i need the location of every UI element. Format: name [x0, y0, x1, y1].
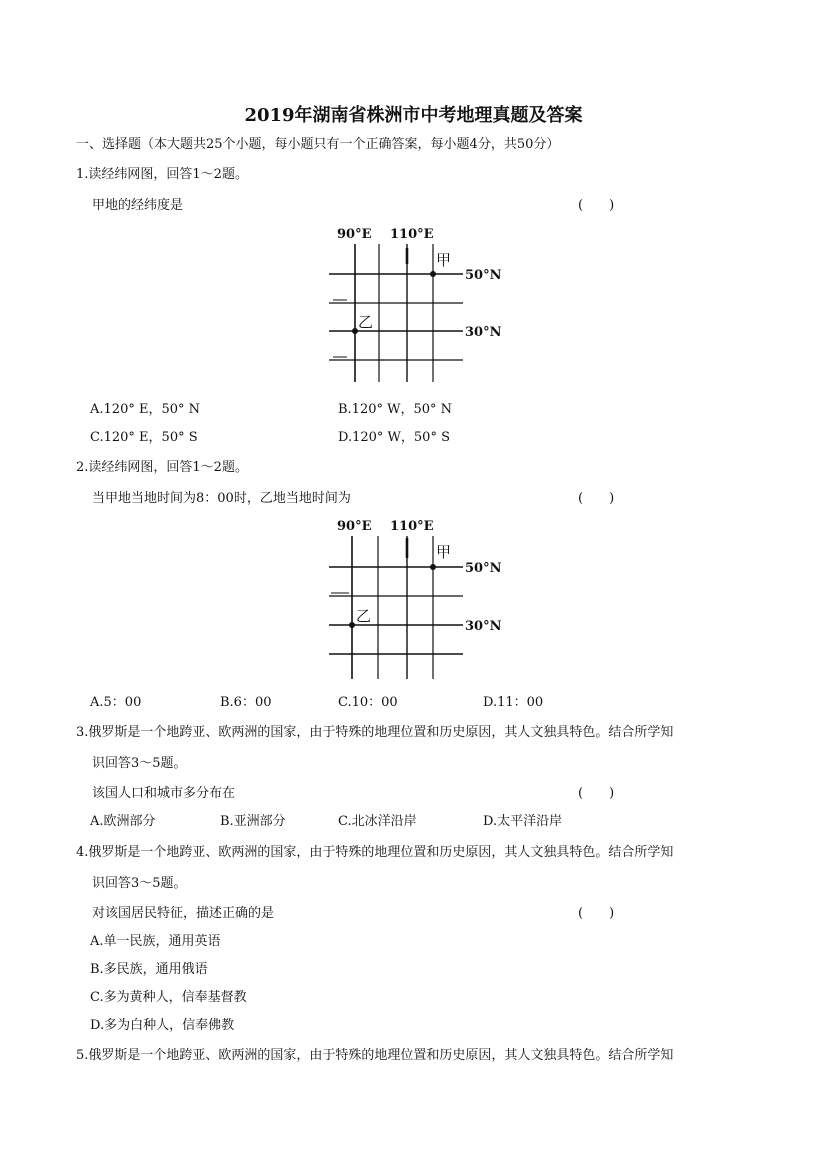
- q2-option-a: A.5：00: [90, 695, 142, 710]
- q1-option-a: A.120° E，50° N: [90, 402, 201, 417]
- q1-lat-lon-grid-map: [325, 222, 502, 387]
- q2-stem: 2.读经纬网图，回答1～2题。: [76, 460, 248, 475]
- q3-stem-line-2: 识回答3～5题。: [92, 756, 187, 771]
- point-yi-label: 乙: [356, 607, 372, 625]
- point-jia-marker: [430, 564, 436, 570]
- lat-label-50n: 50°N: [465, 268, 502, 283]
- q5-stem-line-1: 5.俄罗斯是一个地跨亚、欧两洲的国家，由于特殊的地理位置和历史原因，其人文独具特色。结合所学知: [76, 1048, 674, 1063]
- q3-option-a: A.欧洲部分: [90, 814, 156, 829]
- q2-option-c: C.10：00: [338, 695, 398, 710]
- q4-answer-blank: ( ): [578, 906, 615, 921]
- lon-label-90e: 90°E: [337, 227, 372, 242]
- q1-stem: 1.读经纬网图，回答1～2题。: [76, 167, 248, 182]
- q3-option-b: B.亚洲部分: [220, 814, 286, 829]
- q3-option-d: D.太平洋沿岸: [483, 814, 563, 829]
- q2-option-b: B.6：00: [220, 695, 272, 710]
- q4-prompt: 对该国居民特征，描述正确的是: [92, 906, 275, 921]
- document-title: 2019年湖南省株洲市中考地理真题及答案: [244, 105, 583, 126]
- lon-label-110e: 110°E: [390, 227, 434, 242]
- q4-option-c: C.多为黄种人，信奉基督教: [90, 990, 247, 1005]
- q1-option-b: B.120° W，50° N: [338, 402, 453, 417]
- q2-option-d: D.11：00: [483, 695, 544, 710]
- lon-label-90e: 90°E: [337, 519, 372, 534]
- section-heading: 一、选择题（本大题共25个小题，每小题只有一个正确答案，每小题4分，共50分）: [76, 137, 560, 152]
- q1-prompt: 甲地的经纬度是: [92, 198, 184, 213]
- q3-prompt: 该国人口和城市多分布在: [92, 786, 236, 801]
- lat-label-30n: 30°N: [465, 325, 502, 340]
- point-yi-label: 乙: [358, 313, 374, 331]
- lon-label-110e: 110°E: [390, 519, 434, 534]
- q1-option-c: C.120° E，50° S: [90, 430, 198, 445]
- point-jia-label: 甲: [436, 251, 452, 269]
- q1-option-d: D.120° W，50° S: [338, 430, 450, 445]
- q4-option-b: B.多民族，通用俄语: [90, 962, 208, 977]
- point-jia-marker: [430, 271, 436, 277]
- q3-stem-line-1: 3.俄罗斯是一个地跨亚、欧两洲的国家，由于特殊的地理位置和历史原因，其人文独具特色。结合所学知: [76, 725, 674, 740]
- q3-answer-blank: ( ): [578, 786, 615, 801]
- q4-stem-line-2: 识回答3～5题。: [92, 876, 187, 891]
- q1-answer-blank: ( ): [578, 198, 615, 213]
- q2-lat-lon-grid-map: [325, 514, 505, 684]
- lat-label-50n: 50°N: [465, 561, 502, 576]
- q4-stem-line-1: 4.俄罗斯是一个地跨亚、欧两洲的国家，由于特殊的地理位置和历史原因，其人文独具特色。结合所学知: [76, 845, 674, 860]
- q2-prompt: 当甲地当地时间为8：00时，乙地当地时间为: [92, 491, 351, 506]
- point-jia-label: 甲: [436, 543, 452, 561]
- q3-option-c: C.北冰洋沿岸: [338, 814, 417, 829]
- point-yi-marker: [349, 622, 355, 628]
- q4-option-d: D.多为白种人，信奉佛教: [90, 1018, 235, 1033]
- lat-label-30n: 30°N: [465, 619, 502, 634]
- q2-answer-blank: ( ): [578, 491, 615, 506]
- q4-option-a: A.单一民族，通用英语: [90, 934, 221, 949]
